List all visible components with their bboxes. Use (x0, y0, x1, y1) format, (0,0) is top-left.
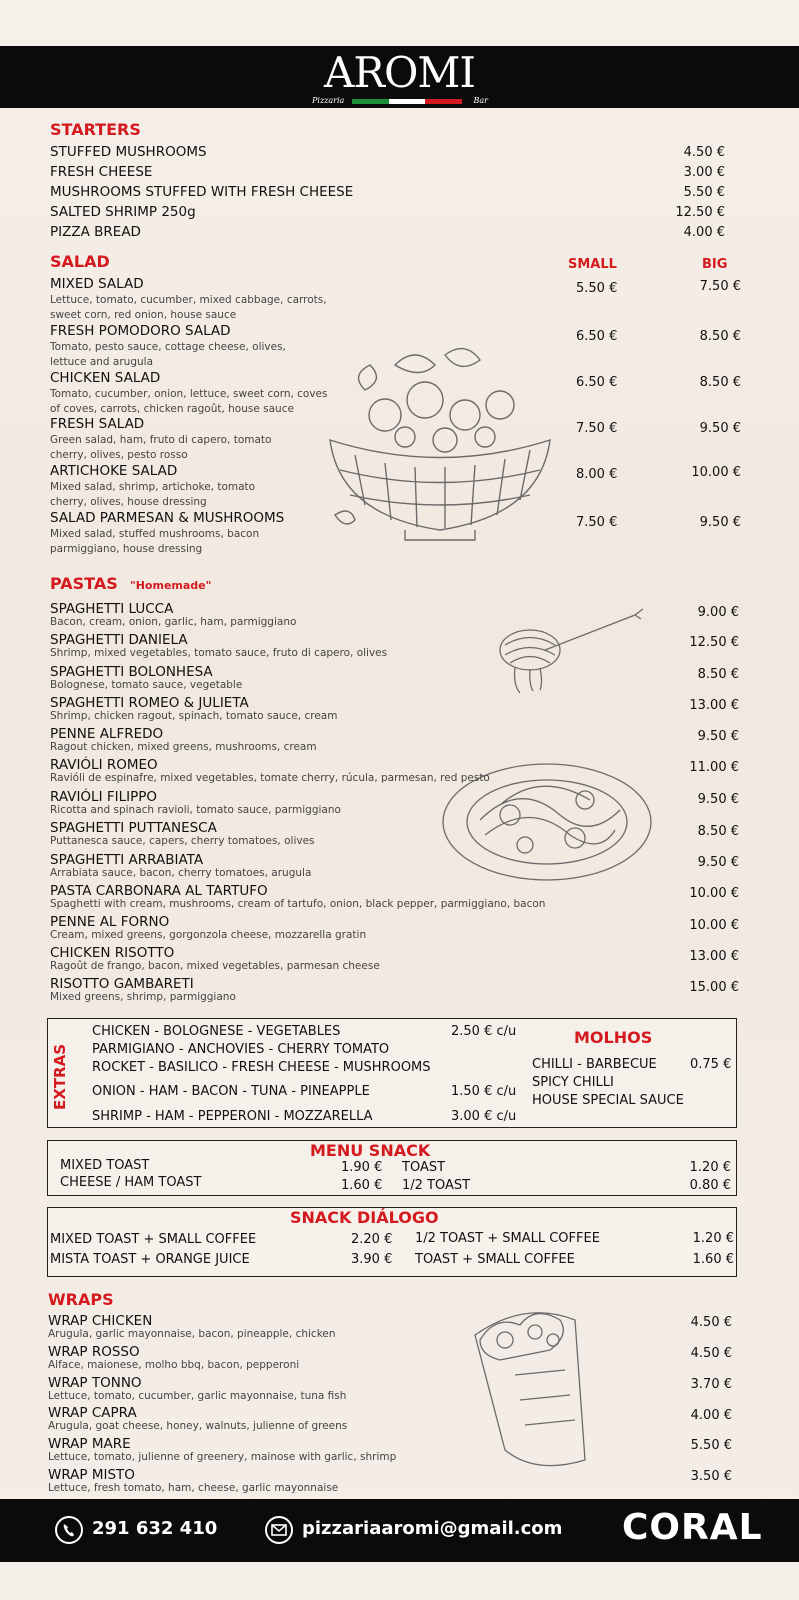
item-name: WRAP TONNO (48, 1375, 142, 1391)
price-small: 6.50 € (576, 375, 618, 390)
item-desc: Mixed salad, stuffed mushrooms, bacon (50, 528, 260, 540)
item-name: FRESH SALAD (50, 416, 145, 432)
item-desc: Mixed salad, shrimp, artichoke, tomato (50, 481, 256, 493)
item-desc: cherry, olives, house dressing (50, 496, 207, 508)
snack-dialogo-title: SNACK DIÁLOGO (290, 1208, 439, 1227)
item-name: CHICKEN SALAD (50, 370, 161, 386)
item-name: SPAGHETTI LUCCA (50, 601, 174, 617)
item-name: SPAGHETTI ROMEO & JULIETA (50, 695, 249, 711)
salad-title: SALAD (50, 252, 110, 271)
salad-bowl-sketch (325, 345, 555, 545)
price-small: 7.50 € (576, 421, 618, 436)
extras-price: 1.50 € c/u (451, 1084, 517, 1099)
item-name: WRAP MARE (48, 1436, 131, 1452)
extras-price: 3.00 € c/u (451, 1109, 517, 1124)
item-desc: parmiggiano, house dressing (50, 543, 203, 555)
item-name: WRAP ROSSO (48, 1344, 140, 1360)
logo-subline (312, 96, 488, 106)
item-name: SPAGHETTI BOLONHESA (50, 664, 213, 680)
item-desc: lettuce and arugula (50, 356, 154, 368)
item-name: FRESH CHEESE (50, 164, 153, 180)
item-desc: Lettuce, fresh tomato, ham, cheese, garlic mayonnaise (48, 1482, 339, 1494)
combo-name: MISTA TOAST + ORANGE JUICE (50, 1252, 250, 1267)
combo-name: 1/2 TOAST + SMALL COFFEE (415, 1231, 600, 1246)
location-name: CORAL (622, 1507, 763, 1548)
item-price: 4.50 € (690, 1315, 732, 1330)
item-name: WRAP CHICKEN (48, 1313, 153, 1329)
logo-name: AROMI (324, 48, 475, 97)
item-desc: Ravióli de espinafre, mixed vegetables, tomate cherry, rúcula, parmesan, red pesto (50, 772, 490, 784)
item-price: 11.00 € (689, 760, 739, 775)
starters-title: STARTERS (50, 120, 141, 139)
snack-name: MIXED TOAST (60, 1158, 150, 1173)
molhos-price: 0.75 € (690, 1057, 732, 1072)
item-name: SPAGHETTI ARRABIATA (50, 852, 204, 868)
footer-bar (0, 1499, 799, 1562)
item-desc: Arrabiata sauce, bacon, cherry tomatoes, arugula (50, 867, 312, 879)
item-name: RAVIÓLI FILIPPO (50, 789, 157, 805)
menu-snack-title: MENU SNACK (310, 1141, 431, 1160)
price-small: 8.00 € (576, 467, 618, 482)
combo-name: MIXED TOAST + SMALL COFFEE (50, 1232, 257, 1247)
item-desc: Green salad, ham, fruto di capero, tomato (50, 434, 272, 446)
snack-price: 1.60 € (341, 1178, 383, 1193)
combo-price: 1.20 € (692, 1231, 734, 1246)
molhos-item: CHILLI - BARBECUE (532, 1057, 657, 1072)
envelope-icon (265, 1516, 293, 1544)
item-name: PENNE ALFREDO (50, 726, 164, 742)
logo (0, 46, 799, 105)
phone-number[interactable]: 291 632 410 (92, 1518, 218, 1539)
salad-col-small: SMALL (568, 257, 617, 272)
email-address[interactable]: pizzariaaromi@gmail.com (302, 1518, 563, 1539)
price-big: 9.50 € (699, 515, 741, 530)
item-price: 4.50 € (690, 1346, 732, 1361)
combo-price: 1.60 € (692, 1252, 734, 1267)
wrap-sketch (465, 1300, 595, 1475)
item-name: PASTA CARBONARA AL TARTUFO (50, 883, 268, 899)
item-price: 10.00 € (689, 918, 739, 933)
item-desc: Arugula, goat cheese, honey, walnuts, julienne of greens (48, 1420, 348, 1432)
item-price: 10.00 € (689, 886, 739, 901)
item-name: MUSHROOMS STUFFED WITH FRESH CHEESE (50, 184, 354, 200)
item-price: 9.00 € (697, 605, 739, 620)
item-price: 8.50 € (697, 824, 739, 839)
item-name: PIZZA BREAD (50, 224, 141, 240)
item-desc: cherry, olives, pesto rosso (50, 449, 188, 461)
item-name: SPAGHETTI PUTTANESCA (50, 820, 217, 836)
price-small: 6.50 € (576, 329, 618, 344)
item-name: PENNE AL FORNO (50, 914, 170, 930)
item-price: 3.50 € (690, 1469, 732, 1484)
snack-price: 0.80 € (689, 1178, 731, 1193)
price-big: 7.50 € (699, 279, 741, 294)
combo-price: 3.90 € (351, 1252, 393, 1267)
item-name: RAVIÓLI ROMEO (50, 757, 158, 773)
item-name: MIXED SALAD (50, 276, 144, 292)
item-price: 9.50 € (697, 855, 739, 870)
extras-price: 2.50 € c/u (451, 1024, 517, 1039)
combo-name: TOAST + SMALL COFFEE (415, 1252, 575, 1267)
phone-icon (55, 1516, 83, 1544)
item-price: 8.50 € (697, 667, 739, 682)
item-price: 12.50 € (689, 635, 739, 650)
logo-bar: Bar (473, 96, 488, 105)
salad-col-big: BIG (702, 257, 728, 272)
extras-line: ONION - HAM - BACON - TUNA - PINEAPPLE (92, 1084, 370, 1099)
item-desc: Tomato, pesto sauce, cottage cheese, olives, (50, 341, 286, 353)
item-desc: Puttanesca sauce, capers, cherry tomatoes, olives (50, 835, 315, 847)
combo-price: 2.20 € (351, 1232, 393, 1247)
snack-name: TOAST (402, 1160, 446, 1175)
item-desc: Lettuce, tomato, cucumber, garlic mayonnaise, tuna fish (48, 1390, 347, 1402)
price-small: 7.50 € (576, 515, 618, 530)
extras-line: ROCKET - BASILICO - FRESH CHEESE - MUSHROOMS (92, 1060, 431, 1075)
item-desc: Cream, mixed greens, gorgonzola cheese, mozzarella gratin (50, 929, 367, 941)
item-name: RISOTTO GAMBARETI (50, 976, 194, 992)
spaghetti-fork-sketch (485, 605, 645, 695)
item-desc: Lettuce, tomato, julienne of greenery, mainose with garlic, shrimp (48, 1451, 397, 1463)
logo-pizzaria: Pizzaria (312, 96, 345, 105)
item-price: 4.50 € (683, 145, 725, 160)
price-big: 9.50 € (699, 421, 741, 436)
item-price: 13.00 € (689, 949, 739, 964)
item-name: SALTED SHRIMP 250g (50, 204, 196, 220)
item-desc: Lettuce, tomato, cucumber, mixed cabbage, carrots, (50, 294, 327, 306)
item-desc: Arugula, garlic mayonnaise, bacon, pineapple, chicken (48, 1328, 336, 1340)
item-desc: Ragout chicken, mixed greens, mushrooms, cream (50, 741, 317, 753)
item-desc: Tomato, cucumber, onion, lettuce, sweet corn, coves (50, 388, 328, 400)
item-price: 4.00 € (690, 1408, 732, 1423)
item-desc: sweet corn, red onion, house sauce (50, 309, 237, 321)
molhos-title: MOLHOS (574, 1028, 653, 1047)
item-price: 12.50 € (675, 205, 725, 220)
price-big: 8.50 € (699, 329, 741, 344)
molhos-item: HOUSE SPECIAL SAUCE (532, 1093, 684, 1108)
pastas-subtitle: "Homemade" (130, 579, 212, 592)
item-desc: Bacon, cream, onion, garlic, ham, parmiggiano (50, 616, 297, 628)
item-name: SPAGHETTI DANIELA (50, 632, 188, 648)
wraps-title: WRAPS (48, 1290, 114, 1309)
item-price: 3.70 € (690, 1377, 732, 1392)
item-name: ARTICHOKE SALAD (50, 463, 178, 479)
item-price: 15.00 € (689, 980, 739, 995)
price-small: 5.50 € (576, 281, 618, 296)
italian-flag-icon (352, 99, 462, 104)
item-name: CHICKEN RISOTTO (50, 945, 175, 961)
item-price: 9.50 € (697, 729, 739, 744)
item-price: 5.50 € (690, 1438, 732, 1453)
item-price: 9.50 € (697, 792, 739, 807)
item-desc: Shrimp, mixed vegetables, tomato sauce, fruto di capero, olives (50, 647, 388, 659)
item-desc: Mixed greens, shrimp, parmiggiano (50, 991, 236, 1003)
item-desc: Alface, maionese, molho bbq, bacon, pepperoni (48, 1359, 300, 1371)
price-big: 10.00 € (691, 465, 741, 480)
item-desc: Ricotta and spinach ravioli, tomato sauce, parmiggiano (50, 804, 341, 816)
extras-label: EXTRAS (51, 1043, 69, 1110)
item-name: STUFFED MUSHROOMS (50, 144, 207, 160)
extras-line: CHICKEN - BOLOGNESE - VEGETABLES (92, 1024, 341, 1039)
molhos-item: SPICY CHILLI (532, 1075, 614, 1090)
item-price: 13.00 € (689, 698, 739, 713)
item-desc: Bolognese, tomato sauce, vegetable (50, 679, 243, 691)
price-big: 8.50 € (699, 375, 741, 390)
item-price: 3.00 € (683, 165, 725, 180)
item-price: 5.50 € (683, 185, 725, 200)
snack-price: 1.90 € (341, 1160, 383, 1175)
item-price: 4.00 € (683, 225, 725, 240)
item-name: FRESH POMODORO SALAD (50, 323, 231, 339)
item-desc: Shrimp, chicken ragout, spinach, tomato sauce, cream (50, 710, 338, 722)
snack-name: CHEESE / HAM TOAST (60, 1175, 202, 1190)
item-desc: of coves, carrots, chicken ragoût, house sauce (50, 403, 294, 415)
item-name: WRAP CAPRA (48, 1405, 137, 1421)
extras-line: SHRIMP - HAM - PEPPERONI - MOZZARELLA (92, 1109, 373, 1124)
snack-price: 1.20 € (689, 1160, 731, 1175)
item-name: SALAD PARMESAN & MUSHROOMS (50, 510, 285, 526)
snack-name: 1/2 TOAST (402, 1178, 471, 1193)
pastas-title: PASTAS (50, 574, 118, 593)
item-desc: Spaghetti with cream, mushrooms, cream of tartufo, onion, black pepper, parmiggiano, bacon (50, 898, 546, 910)
item-desc: Ragoût de frango, bacon, mixed vegetables, parmesan cheese (50, 960, 380, 972)
extras-line: PARMIGIANO - ANCHOVIES - CHERRY TOMATO (92, 1042, 390, 1057)
item-name: WRAP MISTO (48, 1467, 135, 1483)
